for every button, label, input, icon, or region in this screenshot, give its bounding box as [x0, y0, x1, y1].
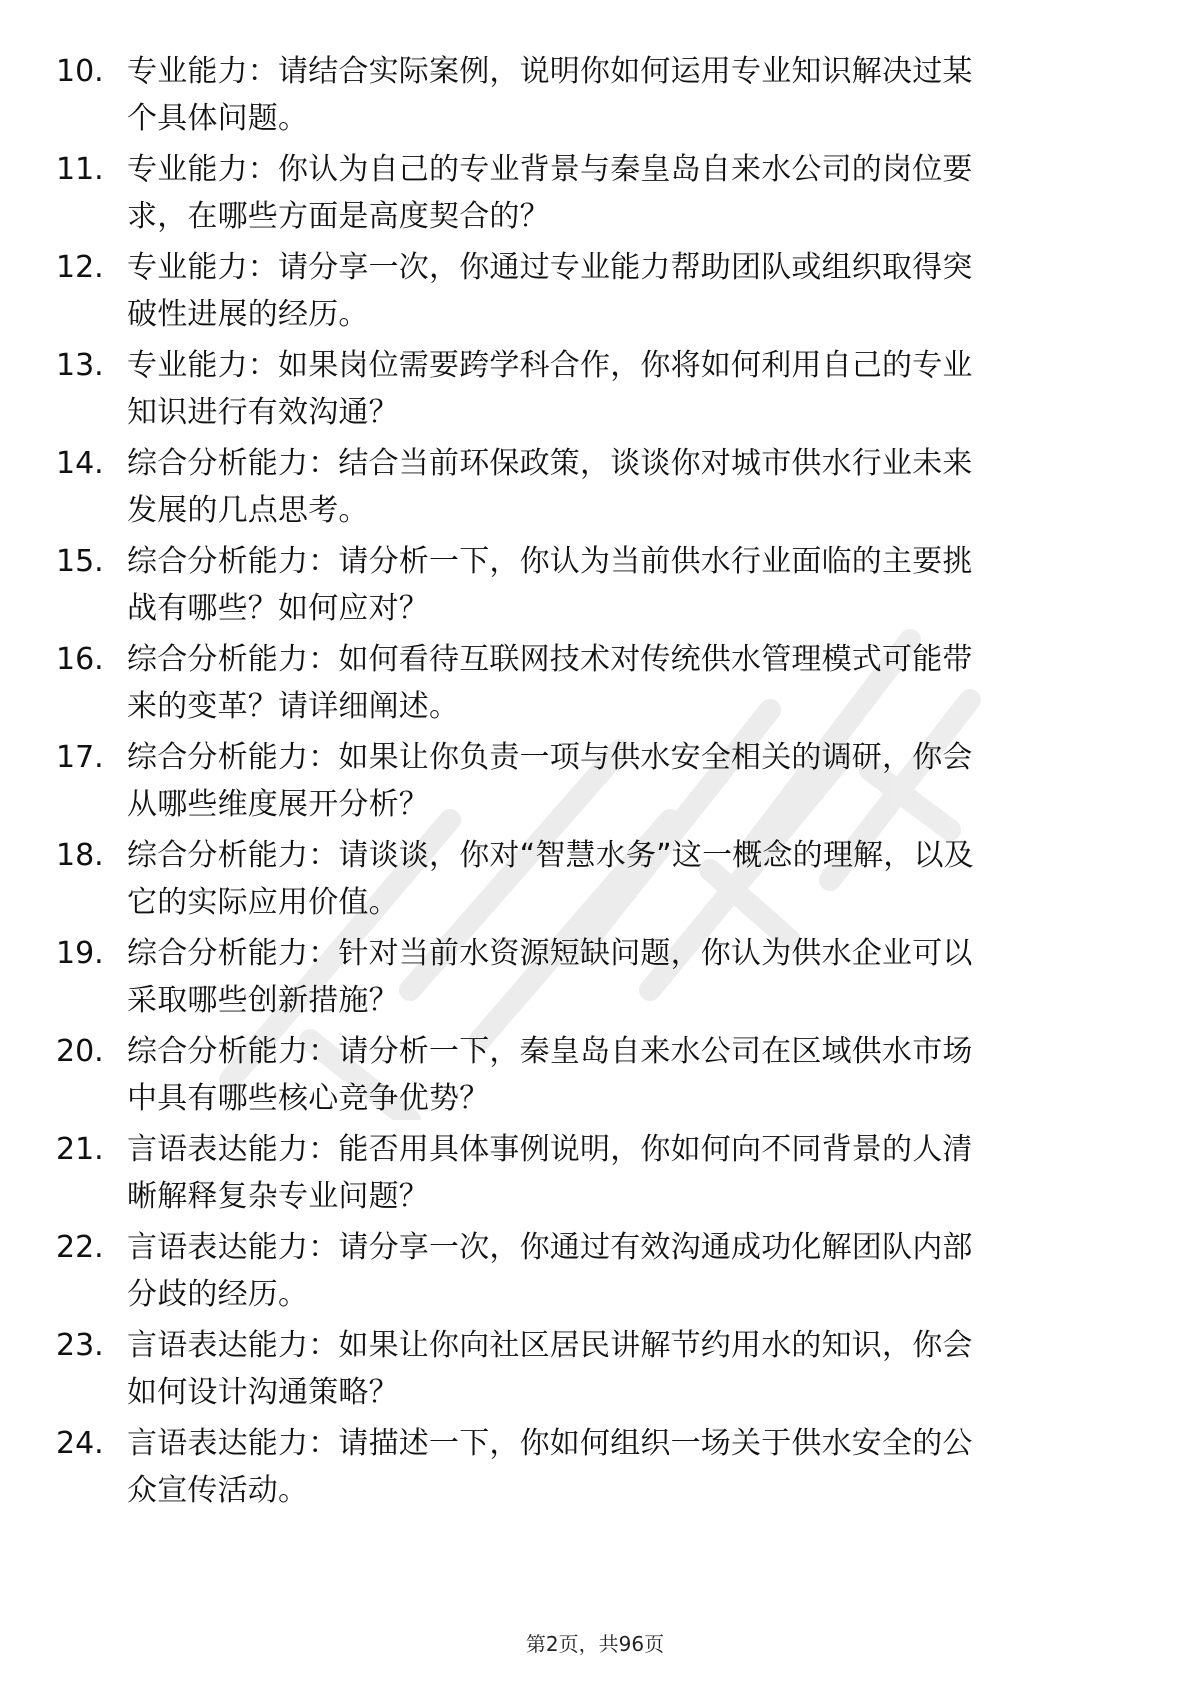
question-item	[0, 1224, 1190, 1322]
question-number: 10.	[56, 54, 104, 89]
question-line: 综合分析能力：请分析一下，秦皇岛自来水公司在区域供水市场	[127, 1034, 973, 1069]
question-line: 发展的几点思考。	[127, 493, 369, 528]
question-number: 16.	[56, 642, 104, 677]
question-line: 个具体问题。	[127, 101, 309, 136]
question-line: 采取哪些创新措施？	[127, 983, 399, 1018]
question-line: 综合分析能力：结合当前环保政策，谈谈你对城市供水行业未来	[127, 446, 973, 481]
question-number: 24.	[56, 1426, 104, 1461]
question-item	[0, 832, 1190, 930]
question-line: 分歧的经历。	[127, 1277, 309, 1312]
question-number: 19.	[56, 936, 104, 971]
question-number: 13.	[56, 348, 104, 383]
question-line: 综合分析能力：如何看待互联网技术对传统供水管理模式可能带	[127, 642, 973, 677]
question-number: 17.	[56, 740, 104, 775]
question-line: 言语表达能力：如果让你向社区居民讲解节约用水的知识，你会	[127, 1328, 973, 1363]
page-footer	[0, 1630, 1190, 1658]
question-item	[0, 734, 1190, 832]
question-text	[127, 1224, 1112, 1318]
question-line: 晰解释复杂专业问题？	[127, 1179, 429, 1214]
question-text	[127, 538, 1112, 632]
question-item	[0, 1322, 1190, 1420]
question-number: 23.	[56, 1328, 104, 1363]
question-line: 专业能力：请结合实际案例，说明你如何运用专业知识解决过某	[127, 54, 973, 89]
question-text	[127, 1322, 1112, 1416]
question-line: 破性进展的经历。	[127, 297, 369, 332]
question-item	[0, 244, 1190, 342]
question-text	[127, 48, 1112, 142]
question-line: 言语表达能力：能否用具体事例说明，你如何向不同背景的人清	[127, 1132, 973, 1167]
question-item	[0, 1420, 1190, 1518]
question-text	[127, 244, 1112, 338]
question-number: 22.	[56, 1230, 104, 1265]
question-text	[127, 1126, 1112, 1220]
question-text	[127, 930, 1112, 1024]
question-number: 21.	[56, 1132, 104, 1167]
question-list	[0, 48, 1190, 1518]
question-line: 专业能力：如果岗位需要跨学科合作，你将如何利用自己的专业	[127, 348, 973, 383]
question-number: 12.	[56, 250, 104, 285]
question-number: 18.	[56, 838, 104, 873]
question-line: 战有哪些？如何应对？	[127, 591, 429, 626]
question-item	[0, 342, 1190, 440]
question-item	[0, 538, 1190, 636]
question-text	[127, 832, 1112, 926]
question-text	[127, 1420, 1112, 1514]
question-item	[0, 1126, 1190, 1224]
question-line: 综合分析能力：请谈谈，你对“智慧水务”这一概念的理解，以及	[127, 838, 974, 873]
question-line: 言语表达能力：请分享一次，你通过有效沟通成功化解团队内部	[127, 1230, 973, 1265]
question-number: 20.	[56, 1034, 104, 1069]
question-line: 求，在哪些方面是高度契合的？	[127, 199, 550, 234]
question-line: 来的变革？请详细阐述。	[127, 689, 460, 724]
question-text	[127, 440, 1112, 534]
question-text	[127, 1028, 1112, 1122]
question-item	[0, 48, 1190, 146]
question-line: 专业能力：请分享一次，你通过专业能力帮助团队或组织取得突	[127, 250, 973, 285]
question-line: 中具有哪些核心竞争优势？	[127, 1081, 490, 1116]
question-line: 众宣传活动。	[127, 1473, 309, 1508]
question-item	[0, 440, 1190, 538]
question-line: 综合分析能力：请分析一下，你认为当前供水行业面临的主要挑	[127, 544, 973, 579]
question-text	[127, 734, 1112, 828]
question-line: 综合分析能力：如果让你负责一项与供水安全相关的调研，你会	[127, 740, 973, 775]
question-text	[127, 342, 1112, 436]
question-line: 综合分析能力：针对当前水资源短缺问题，你认为供水企业可以	[127, 936, 973, 971]
question-number: 14.	[56, 446, 104, 481]
question-text	[127, 146, 1112, 240]
question-item	[0, 636, 1190, 734]
question-line: 知识进行有效沟通？	[127, 395, 399, 430]
question-line: 如何设计沟通策略？	[127, 1375, 399, 1410]
question-item	[0, 930, 1190, 1028]
question-item	[0, 1028, 1190, 1126]
page-number-label: 第2页，共96页	[525, 1632, 665, 1656]
question-text	[127, 636, 1112, 730]
question-line: 言语表达能力：请描述一下，你如何组织一场关于供水安全的公	[127, 1426, 973, 1461]
question-number: 15.	[56, 544, 104, 579]
question-item	[0, 146, 1190, 244]
question-line: 专业能力：你认为自己的专业背景与秦皇岛自来水公司的岗位要	[127, 152, 973, 187]
question-number: 11.	[56, 152, 104, 187]
question-line: 它的实际应用价值。	[127, 885, 399, 920]
question-line: 从哪些维度展开分析？	[127, 787, 429, 822]
